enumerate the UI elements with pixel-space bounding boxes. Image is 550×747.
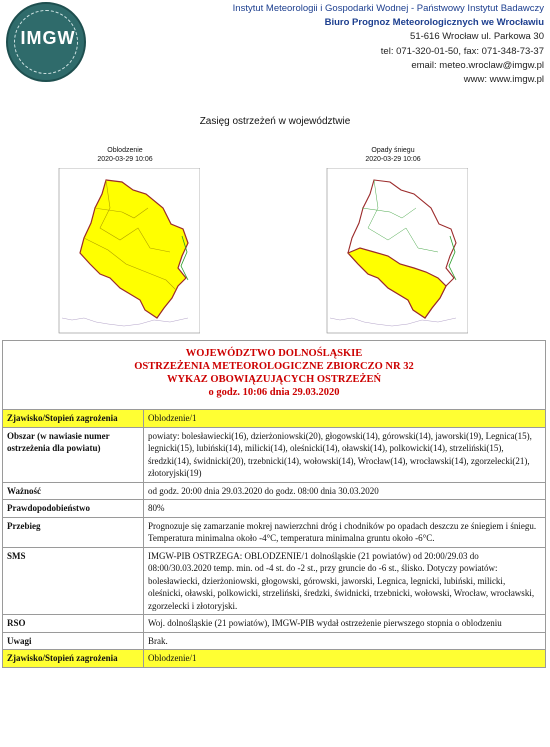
address: 51-616 Wrocław ul. Parkowa 30 [410, 31, 544, 43]
email: email: meteo.wroclaw@imgw.pl [411, 59, 544, 71]
title-line: OSTRZEŻENIA METEOROLOGICZNE ZBIORCZO NR 32 [134, 361, 414, 372]
table-row [3, 632, 546, 650]
map-panel-icing [50, 146, 200, 342]
office-name: Biuro Prognoz Meteorologicznych we Wrocławiu [324, 17, 544, 29]
table-title-row [3, 341, 546, 410]
row-label: Prawdopodobieństwo [3, 500, 144, 518]
table-row [3, 517, 546, 547]
row-value: Brak. [144, 632, 546, 650]
phone-fax: tel: 071-320-01-50, fax: 071-348-73-37 [380, 45, 544, 57]
map-caption: Oblodzenie [107, 147, 143, 154]
map-caption: Opady śniegu [371, 147, 415, 154]
contact-block [233, 2, 544, 87]
maps-title: Zasięg ostrzeżeń w województwie [199, 116, 351, 127]
website: www: www.imgw.pl [463, 74, 544, 86]
table-row [3, 650, 546, 668]
row-label: Przebieg [3, 517, 144, 547]
row-value: Woj. dolnośląskie (21 powiatów), IMGW-PIB wydał ostrzeżenie pierwszego stopnia o oblodzeniu [144, 615, 546, 633]
row-label: Uwagi [3, 632, 144, 650]
row-value: Oblodzenie/1 [144, 410, 546, 428]
table-row [3, 427, 546, 482]
row-label: Ważność [3, 482, 144, 500]
region-map-snow [318, 168, 468, 340]
letterhead [0, 0, 550, 110]
title-line: o godz. 10:06 dnia 29.03.2020 [208, 387, 340, 398]
logo-text: IMGW [20, 28, 76, 48]
table-row [3, 615, 546, 633]
table-title [3, 341, 546, 410]
row-label: RSO [3, 615, 144, 633]
map-timestamp: 2020-03-29 10:06 [97, 156, 153, 163]
table-row [3, 410, 546, 428]
row-label: Zjawisko/Stopień zagrożenia [3, 410, 144, 428]
row-value: powiaty: bolesławiecki(16), dzierżoniowski(20), głogowski(14), górowski(14), jaworski(19), Legnica(15), legnicki(15), lubiński(14), milicki(14), oleśnicki(14), oławski(14), polkowicki(14), strzeliński(15), średzki(14), świdnicki(20), trzebnicki(14), wołowski(14), Wrocław(14), wrocławski(14), zgorzelecki(21), złotoryjski(19) [144, 427, 546, 482]
imgw-logo [6, 2, 86, 82]
warnings-table [2, 340, 546, 668]
table-row [3, 547, 546, 615]
row-value: Prognozuje się zamarzanie mokrej nawierzchni dróg i chodników po opadach deszczu ze śniegiem i śniegu. Temperatura minimalna około -4°C, temperatura minimalna gruntu około -6°C. [144, 517, 546, 547]
row-label: Obszar (w nawiasie numer ostrzeżenia dla powiatu) [3, 427, 144, 482]
row-label: SMS [3, 547, 144, 615]
row-value: IMGW-PIB OSTRZEGA: OBLODZENIE/1 dolnośląskie (21 powiatów) od 20:00/29.03 do 08:00/30.03.2020 temp. min. od -4 st. do -2 st., przy gruncie do -6 st., ślisko. Dotyczy powiatów: bolesławiecki, dzierżoniowski, głogowski, górowski, jaworski, Legnica, legnicki, lubiński, milicki, oleśnicki, oławski, polkowicki, strzeliński, średzki, świdnicki, trzebnicki, wołowski, Wrocław, wrocławski, zgorzelecki i złotoryjski. [144, 547, 546, 615]
row-value: od godz. 20:00 dnia 29.03.2020 do godz. 08:00 dnia 30.03.2020 [144, 482, 546, 500]
row-label: Zjawisko/Stopień zagrożenia [3, 650, 144, 668]
map-panel-snow [318, 146, 468, 342]
institute-name: Instytut Meteorologii i Gospodarki Wodnej - Państwowy Instytut Badawczy [232, 3, 544, 14]
table-row [3, 500, 546, 518]
row-value: 80% [144, 500, 546, 518]
title-line: WOJEWÓDZTWO DOLNOŚLĄSKIE [185, 348, 363, 359]
title-line: WYKAZ OBOWIĄZUJĄCYCH OSTRZEŻEŃ [166, 374, 382, 385]
row-value: Oblodzenie/1 [144, 650, 546, 668]
table-row [3, 482, 546, 500]
map-timestamp: 2020-03-29 10:06 [365, 156, 421, 163]
region-map-icing [50, 168, 200, 340]
